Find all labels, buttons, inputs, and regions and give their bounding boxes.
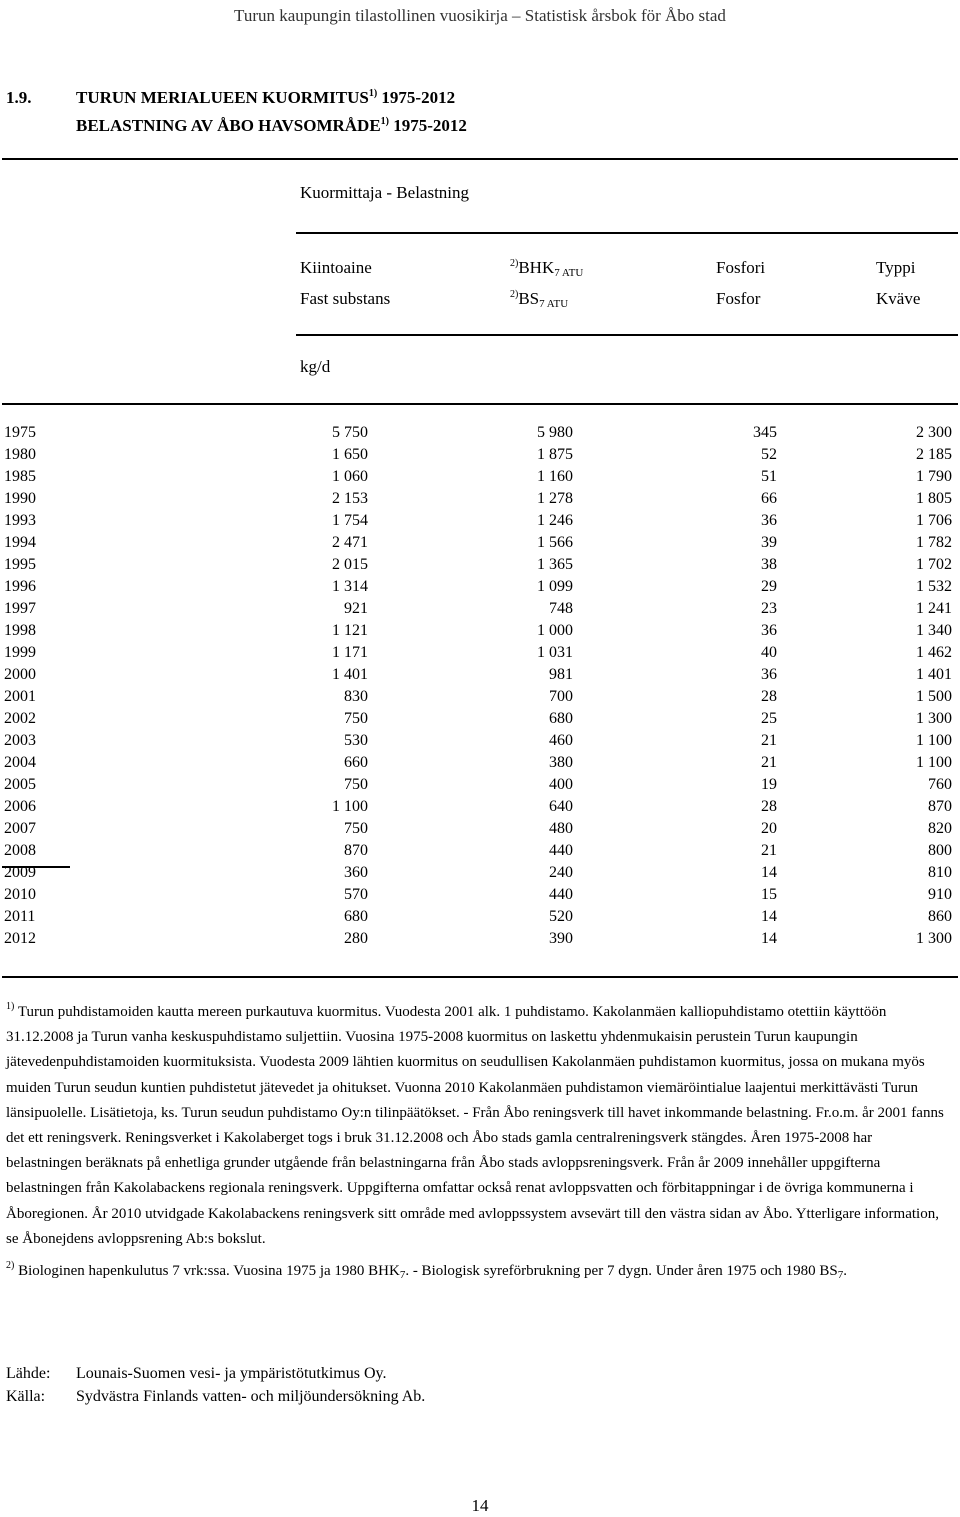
cell-phosphorus: 21	[761, 754, 777, 771]
cell-nitrogen: 1 100	[916, 754, 952, 771]
title-swedish	[76, 116, 467, 136]
table-header-bottom-rule	[2, 403, 958, 405]
cell-phosphorus: 14	[761, 930, 777, 947]
footnote-2-ref: 2)	[6, 1260, 15, 1272]
cell-nitrogen: 760	[928, 776, 952, 793]
cell-year: 1999	[4, 644, 36, 661]
source-sv-value: Sydvästra Finlands vatten- och miljöundersökning Ab.	[76, 1388, 426, 1405]
row-2008-underline	[2, 866, 70, 868]
cell-nitrogen: 1 340	[916, 622, 952, 639]
cell-nitrogen: 820	[928, 820, 952, 837]
table-row	[0, 688, 960, 710]
cell-fast-substance: 360	[344, 864, 368, 881]
cell-fast-substance: 750	[344, 820, 368, 837]
group-header: Kuormittaja - Belastning	[300, 183, 470, 202]
cell-year: 2009	[4, 864, 36, 881]
cell-bod: 440	[549, 842, 573, 859]
footnote-1-text: Turun puhdistamoiden kautta mereen purkautuva kuormitus. Vuodesta 2001 alk. 1 puhdistamo. Kakolanmäen kalliopuhdistamo otettiin käyttöön 31.12.2008 ja Turun vanha keskuspuhdistamo suljettiin. Vuosina 1975-2008 kuormitus on laskettu yhdenmukaisin perustein Turun kaupungin jätevedenpuhdistamoiden kuormituksista. Vuodesta 2009 lähtien kuormitus on seudullisen Kakolanmäen puhdistamon kuormitus, jossa on mukana myös muiden Turun seudun kuntien puhdistetut jätevedet ja ohitukset. Vuonna 2010 Kakolanmäen puhdistamon viemäröintialue laajentui merkittävästi Turun länsipuolelle. Lisätietoja, ks. Turun seudun puhdistamo Oy:n tilinpäätökset. - Från Åbo reningsverk till havet inkommande belastning. Fr.o.m. år 2001 fanns det ett reningsverk. Reningsverket i Kakolaberget togs i bruk 31.12.2008 och Åbo stads gamla centralreningsverk stängdes. Åren 1975-2008 har belastningen beräknats på enhetliga grunder utgående från belastningarna från Åbo stads avloppsreningsverk. Från år 2009 innehåller uppgifterna belastningen från Kakolabackens regionala reningsverk. Uppgifterna omfattar också renat avloppsvatten och förbitappningar i de övriga kommunerna i Åboregionen. År 2010 utvidgade Kakolabackens reningsverk sitt område med avloppssystem avsevärt till den västra sidan av Åbo. Ytterligare information, se Åbonejdens avloppsrening Ab:s bokslut.	[6, 1004, 944, 1247]
cell-fast-substance: 1 100	[332, 798, 368, 815]
cell-bod: 440	[549, 886, 573, 903]
table-row	[0, 886, 960, 908]
running-header: Turun kaupungin tilastollinen vuosikirja – Statistisk årsbok för Åbo stad	[234, 6, 726, 25]
col-header-fast-substance-fi: Kiintoaine	[300, 258, 372, 277]
source-sv-label: Källa:	[6, 1388, 46, 1405]
cell-phosphorus: 51	[761, 468, 777, 485]
cell-bod: 1 875	[537, 446, 573, 463]
cell-nitrogen: 1 782	[916, 534, 952, 551]
title-finnish	[76, 88, 455, 108]
cell-year: 2006	[4, 798, 36, 815]
title-fi-ref: 1)	[368, 88, 378, 99]
cell-bod: 748	[549, 600, 573, 617]
cell-year: 1996	[4, 578, 36, 595]
cell-bod: 1 099	[537, 578, 573, 595]
cell-year: 2000	[4, 666, 36, 683]
cell-bod: 1 000	[537, 622, 573, 639]
cell-fast-substance: 2 015	[332, 556, 368, 573]
cell-year: 2007	[4, 820, 36, 837]
footnote-2-text-c: .	[843, 1263, 847, 1280]
table-row	[0, 820, 960, 842]
cell-year: 2001	[4, 688, 36, 705]
cell-bod: 680	[549, 710, 573, 727]
cell-bod: 1 031	[537, 644, 573, 661]
cell-fast-substance: 680	[344, 908, 368, 925]
cell-year: 1985	[4, 468, 36, 485]
cell-bod: 520	[549, 908, 573, 925]
cell-phosphorus: 28	[761, 688, 777, 705]
bod-ref: 2)	[510, 258, 519, 269]
cell-bod: 1 278	[537, 490, 573, 507]
cell-year: 2004	[4, 754, 36, 771]
bod-ref-sv: 2)	[510, 289, 519, 300]
cell-year: 2010	[4, 886, 36, 903]
cell-nitrogen: 800	[928, 842, 952, 859]
cell-bod: 5 980	[537, 424, 573, 441]
table-row	[0, 732, 960, 754]
bod-fi-label: BHK	[518, 258, 555, 277]
table-row	[0, 512, 960, 534]
table-row	[0, 666, 960, 688]
unit-label: kg/d	[300, 357, 331, 376]
cell-phosphorus: 29	[761, 578, 777, 595]
cell-year: 1993	[4, 512, 36, 529]
cell-phosphorus: 39	[761, 534, 777, 551]
col-header-bod-sv	[510, 289, 568, 309]
cell-fast-substance: 1 121	[332, 622, 368, 639]
title-fi-text: TURUN MERIALUEEN KUORMITUS	[76, 88, 369, 107]
cell-phosphorus: 23	[761, 600, 777, 617]
footnote-2-text-a: Biologinen hapenkulutus 7 vrk:ssa. Vuosina 1975 ja 1980 BHK	[18, 1263, 400, 1280]
table-body	[0, 424, 960, 952]
cell-nitrogen: 810	[928, 864, 952, 881]
cell-fast-substance: 830	[344, 688, 368, 705]
col-header-phosphorus-sv: Fosfor	[716, 289, 761, 308]
title-fi-years: 1975-2012	[381, 88, 456, 107]
table-row	[0, 930, 960, 952]
table-row	[0, 842, 960, 864]
cell-bod: 400	[549, 776, 573, 793]
cell-year: 1980	[4, 446, 36, 463]
group-header-rule	[296, 232, 958, 234]
cell-fast-substance: 1 171	[332, 644, 368, 661]
cell-phosphorus: 21	[761, 842, 777, 859]
footnote-2	[6, 1259, 951, 1284]
cell-phosphorus: 21	[761, 732, 777, 749]
cell-fast-substance: 5 750	[332, 424, 368, 441]
cell-nitrogen: 870	[928, 798, 952, 815]
cell-fast-substance: 1 401	[332, 666, 368, 683]
source-sv	[6, 1385, 425, 1408]
cell-year: 2008	[4, 842, 36, 859]
col-header-nitrogen-fi: Typpi	[876, 258, 916, 277]
bod-sv-label: BS	[518, 289, 540, 308]
cell-year: 1990	[4, 490, 36, 507]
cell-nitrogen: 1 241	[916, 600, 952, 617]
cell-fast-substance: 750	[344, 776, 368, 793]
cell-bod: 480	[549, 820, 573, 837]
cell-nitrogen: 1 790	[916, 468, 952, 485]
cell-nitrogen: 1 100	[916, 732, 952, 749]
cell-fast-substance: 1 060	[332, 468, 368, 485]
table-row	[0, 776, 960, 798]
cell-fast-substance: 1 754	[332, 512, 368, 529]
col-header-rule	[296, 334, 958, 336]
cell-bod: 460	[549, 732, 573, 749]
cell-nitrogen: 1 706	[916, 512, 952, 529]
footnotes	[6, 1000, 951, 1284]
cell-bod: 981	[549, 666, 573, 683]
col-header-bod-fi	[510, 258, 583, 278]
cell-nitrogen: 1 500	[916, 688, 952, 705]
cell-bod: 1 160	[537, 468, 573, 485]
cell-fast-substance: 870	[344, 842, 368, 859]
cell-phosphorus: 345	[753, 424, 777, 441]
cell-year: 2011	[4, 908, 36, 925]
cell-nitrogen: 1 702	[916, 556, 952, 573]
sources	[6, 1362, 425, 1408]
bod-fi-sub: 7 ATU	[554, 267, 584, 279]
cell-phosphorus: 52	[761, 446, 777, 463]
footnote-2-text-b: . - Biologisk syreförbrukning per 7 dygn. Under åren 1975 och 1980 BS	[405, 1263, 838, 1280]
cell-nitrogen: 1 462	[916, 644, 952, 661]
cell-year: 1998	[4, 622, 36, 639]
table-row	[0, 644, 960, 666]
cell-bod: 240	[549, 864, 573, 881]
table-row	[0, 468, 960, 490]
cell-nitrogen: 2 185	[916, 446, 952, 463]
cell-bod: 390	[549, 930, 573, 947]
footnote-2-sub-a: 7	[399, 1269, 406, 1282]
cell-fast-substance: 530	[344, 732, 368, 749]
footnote-2-sub-b: 7	[837, 1269, 844, 1282]
cell-nitrogen: 1 532	[916, 578, 952, 595]
cell-phosphorus: 38	[761, 556, 777, 573]
table-row	[0, 534, 960, 556]
cell-year: 2003	[4, 732, 36, 749]
cell-year: 1995	[4, 556, 36, 573]
cell-phosphorus: 28	[761, 798, 777, 815]
table-row	[0, 600, 960, 622]
cell-phosphorus: 14	[761, 864, 777, 881]
cell-bod: 1 365	[537, 556, 573, 573]
cell-bod: 1 246	[537, 512, 573, 529]
cell-phosphorus: 36	[761, 512, 777, 529]
cell-year: 1994	[4, 534, 36, 551]
table-row	[0, 556, 960, 578]
cell-fast-substance: 921	[344, 600, 368, 617]
title-sv-ref: 1)	[380, 116, 390, 127]
cell-fast-substance: 750	[344, 710, 368, 727]
page-number: 14	[471, 1496, 489, 1515]
footnote-1-ref: 1)	[6, 1001, 15, 1012]
cell-phosphorus: 66	[761, 490, 777, 507]
cell-fast-substance: 660	[344, 754, 368, 771]
cell-bod: 380	[549, 754, 573, 771]
cell-nitrogen: 1 805	[916, 490, 952, 507]
col-header-phosphorus-fi: Fosfori	[716, 258, 766, 277]
table-row	[0, 710, 960, 732]
cell-phosphorus: 25	[761, 710, 777, 727]
cell-phosphorus: 36	[761, 622, 777, 639]
table-row	[0, 490, 960, 512]
cell-bod: 700	[549, 688, 573, 705]
table-bottom-rule	[2, 976, 958, 978]
table-row	[0, 908, 960, 930]
cell-phosphorus: 14	[761, 908, 777, 925]
cell-phosphorus: 20	[761, 820, 777, 837]
cell-nitrogen: 1 401	[916, 666, 952, 683]
title-sv-text: BELASTNING AV ÅBO HAVSOMRÅDE	[76, 116, 381, 135]
table-row	[0, 864, 960, 886]
col-header-nitrogen-sv: Kväve	[876, 289, 921, 308]
cell-fast-substance: 2 153	[332, 490, 368, 507]
table-row	[0, 754, 960, 776]
footnote-1	[6, 1000, 951, 1252]
source-fi	[6, 1362, 425, 1385]
cell-year: 2002	[4, 710, 36, 727]
cell-phosphorus: 36	[761, 666, 777, 683]
table-row	[0, 578, 960, 600]
cell-year: 1975	[4, 424, 36, 441]
table-row	[0, 622, 960, 644]
table-row	[0, 798, 960, 820]
cell-bod: 1 566	[537, 534, 573, 551]
bod-sv-sub: 7 ATU	[539, 298, 569, 310]
cell-nitrogen: 910	[928, 886, 952, 903]
section-number: 1.9.	[6, 88, 32, 107]
cell-nitrogen: 860	[928, 908, 952, 925]
cell-nitrogen: 1 300	[916, 710, 952, 727]
cell-fast-substance: 1 314	[332, 578, 368, 595]
title-sv-years: 1975-2012	[393, 116, 467, 135]
source-fi-label: Lähde:	[6, 1365, 51, 1382]
cell-year: 1997	[4, 600, 36, 617]
source-fi-value: Lounais-Suomen vesi- ja ympäristötutkimus Oy.	[76, 1365, 387, 1382]
cell-fast-substance: 1 650	[332, 446, 368, 463]
table-top-rule	[2, 158, 958, 160]
cell-fast-substance: 2 471	[332, 534, 368, 551]
table-row	[0, 424, 960, 446]
cell-year: 2005	[4, 776, 36, 793]
cell-phosphorus: 15	[761, 886, 777, 903]
cell-fast-substance: 570	[344, 886, 368, 903]
cell-fast-substance: 280	[344, 930, 368, 947]
cell-year: 2012	[4, 930, 36, 947]
col-header-fast-substance-sv: Fast substans	[300, 289, 391, 308]
table-row	[0, 446, 960, 468]
cell-phosphorus: 40	[761, 644, 777, 661]
cell-bod: 640	[549, 798, 573, 815]
cell-nitrogen: 2 300	[916, 424, 952, 441]
cell-phosphorus: 19	[761, 776, 777, 793]
cell-nitrogen: 1 300	[916, 930, 952, 947]
